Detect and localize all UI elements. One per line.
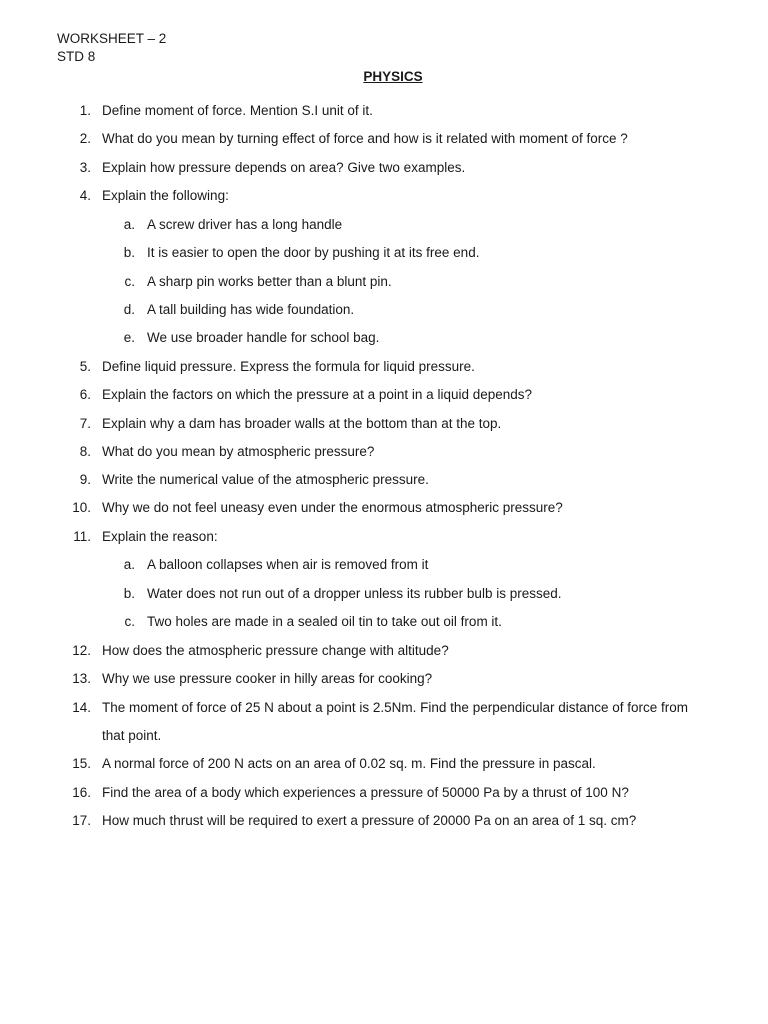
question-text: Write the numerical value of the atmospheric pressure. — [102, 472, 429, 487]
sub-question-letter: e. — [123, 330, 135, 345]
sub-question-text: Two holes are made in a sealed oil tin to take out oil from it. — [147, 614, 502, 629]
sub-question-text: A screw driver has a long handle — [147, 217, 343, 232]
question-text: Explain why a dam has broader walls at the bottom than at the top. — [102, 416, 502, 431]
question-text: Why we do not feel uneasy even under the enormous atmospheric pressure? — [102, 500, 563, 515]
sub-question-letter: a. — [123, 217, 135, 232]
question-text: How much thrust will be required to exert a pressure of 20000 Pa on an area of 1 sq. cm? — [102, 813, 637, 828]
question-text: What do you mean by atmospheric pressure? — [102, 444, 375, 459]
question-number: 6. — [79, 387, 91, 402]
question-text: that point. — [102, 728, 162, 743]
question-number: 15. — [72, 756, 91, 771]
question-text: The moment of force of 25 N about a point is 2.5Nm. Find the perpendicular distance of force from — [102, 700, 689, 715]
question-number: 12. — [72, 643, 91, 658]
sub-question-letter: c. — [124, 614, 135, 629]
sub-question-letter: d. — [123, 302, 135, 317]
question-number: 8. — [79, 444, 91, 459]
question-number: 4. — [79, 188, 91, 203]
sub-question-text: We use broader handle for school bag. — [147, 330, 380, 345]
question-number: 16. — [72, 785, 91, 800]
question-number: 11. — [73, 529, 91, 544]
question-text: Find the area of a body which experiences a pressure of 50000 Pa by a thrust of 100 N? — [102, 785, 629, 800]
question-text: Define moment of force. Mention S.I unit of it. — [102, 103, 373, 118]
question-text: How does the atmospheric pressure change with altitude? — [102, 643, 449, 658]
question-text: Define liquid pressure. Express the formula for liquid pressure. — [102, 359, 475, 374]
question-text: Explain the reason: — [102, 529, 218, 544]
sub-question-text: A balloon collapses when air is removed from it — [147, 557, 429, 572]
sub-question-letter: c. — [124, 274, 135, 289]
question-number: 17. — [72, 813, 91, 828]
sub-question-letter: b. — [123, 586, 135, 601]
sub-question-letter: a. — [123, 557, 135, 572]
question-number: 10. — [72, 500, 91, 515]
page-title: PHYSICS — [363, 69, 423, 84]
question-text: Why we use pressure cooker in hilly areas for cooking? — [102, 671, 433, 686]
sub-question-text: Water does not run out of a dropper unless its rubber bulb is pressed. — [147, 586, 562, 601]
question-number: 7. — [79, 416, 91, 431]
question-number: 9. — [79, 472, 91, 487]
question-number: 13. — [72, 671, 91, 686]
question-text: Explain how pressure depends on area? Give two examples. — [102, 160, 466, 175]
question-text: Explain the factors on which the pressure at a point in a liquid depends? — [102, 387, 533, 402]
standard-label: STD 8 — [57, 49, 96, 64]
sub-question-text: A tall building has wide foundation. — [147, 302, 355, 317]
question-number: 3. — [79, 160, 91, 175]
question-number: 2. — [79, 131, 91, 146]
worksheet-number: WORKSHEET – 2 — [57, 31, 167, 46]
question-number: 1. — [79, 103, 91, 118]
sub-question-text: It is easier to open the door by pushing it at its free end. — [147, 245, 480, 260]
question-text: A normal force of 200 N acts on an area of 0.02 sq. m. Find the pressure in pascal. — [102, 756, 596, 771]
sub-question-letter: b. — [123, 245, 135, 260]
question-number: 14. — [72, 700, 91, 715]
question-number: 5. — [79, 359, 91, 374]
sub-question-text: A sharp pin works better than a blunt pin. — [147, 274, 392, 289]
question-text: What do you mean by turning effect of force and how is it related with moment of force ? — [102, 131, 628, 146]
question-text: Explain the following: — [102, 188, 229, 203]
